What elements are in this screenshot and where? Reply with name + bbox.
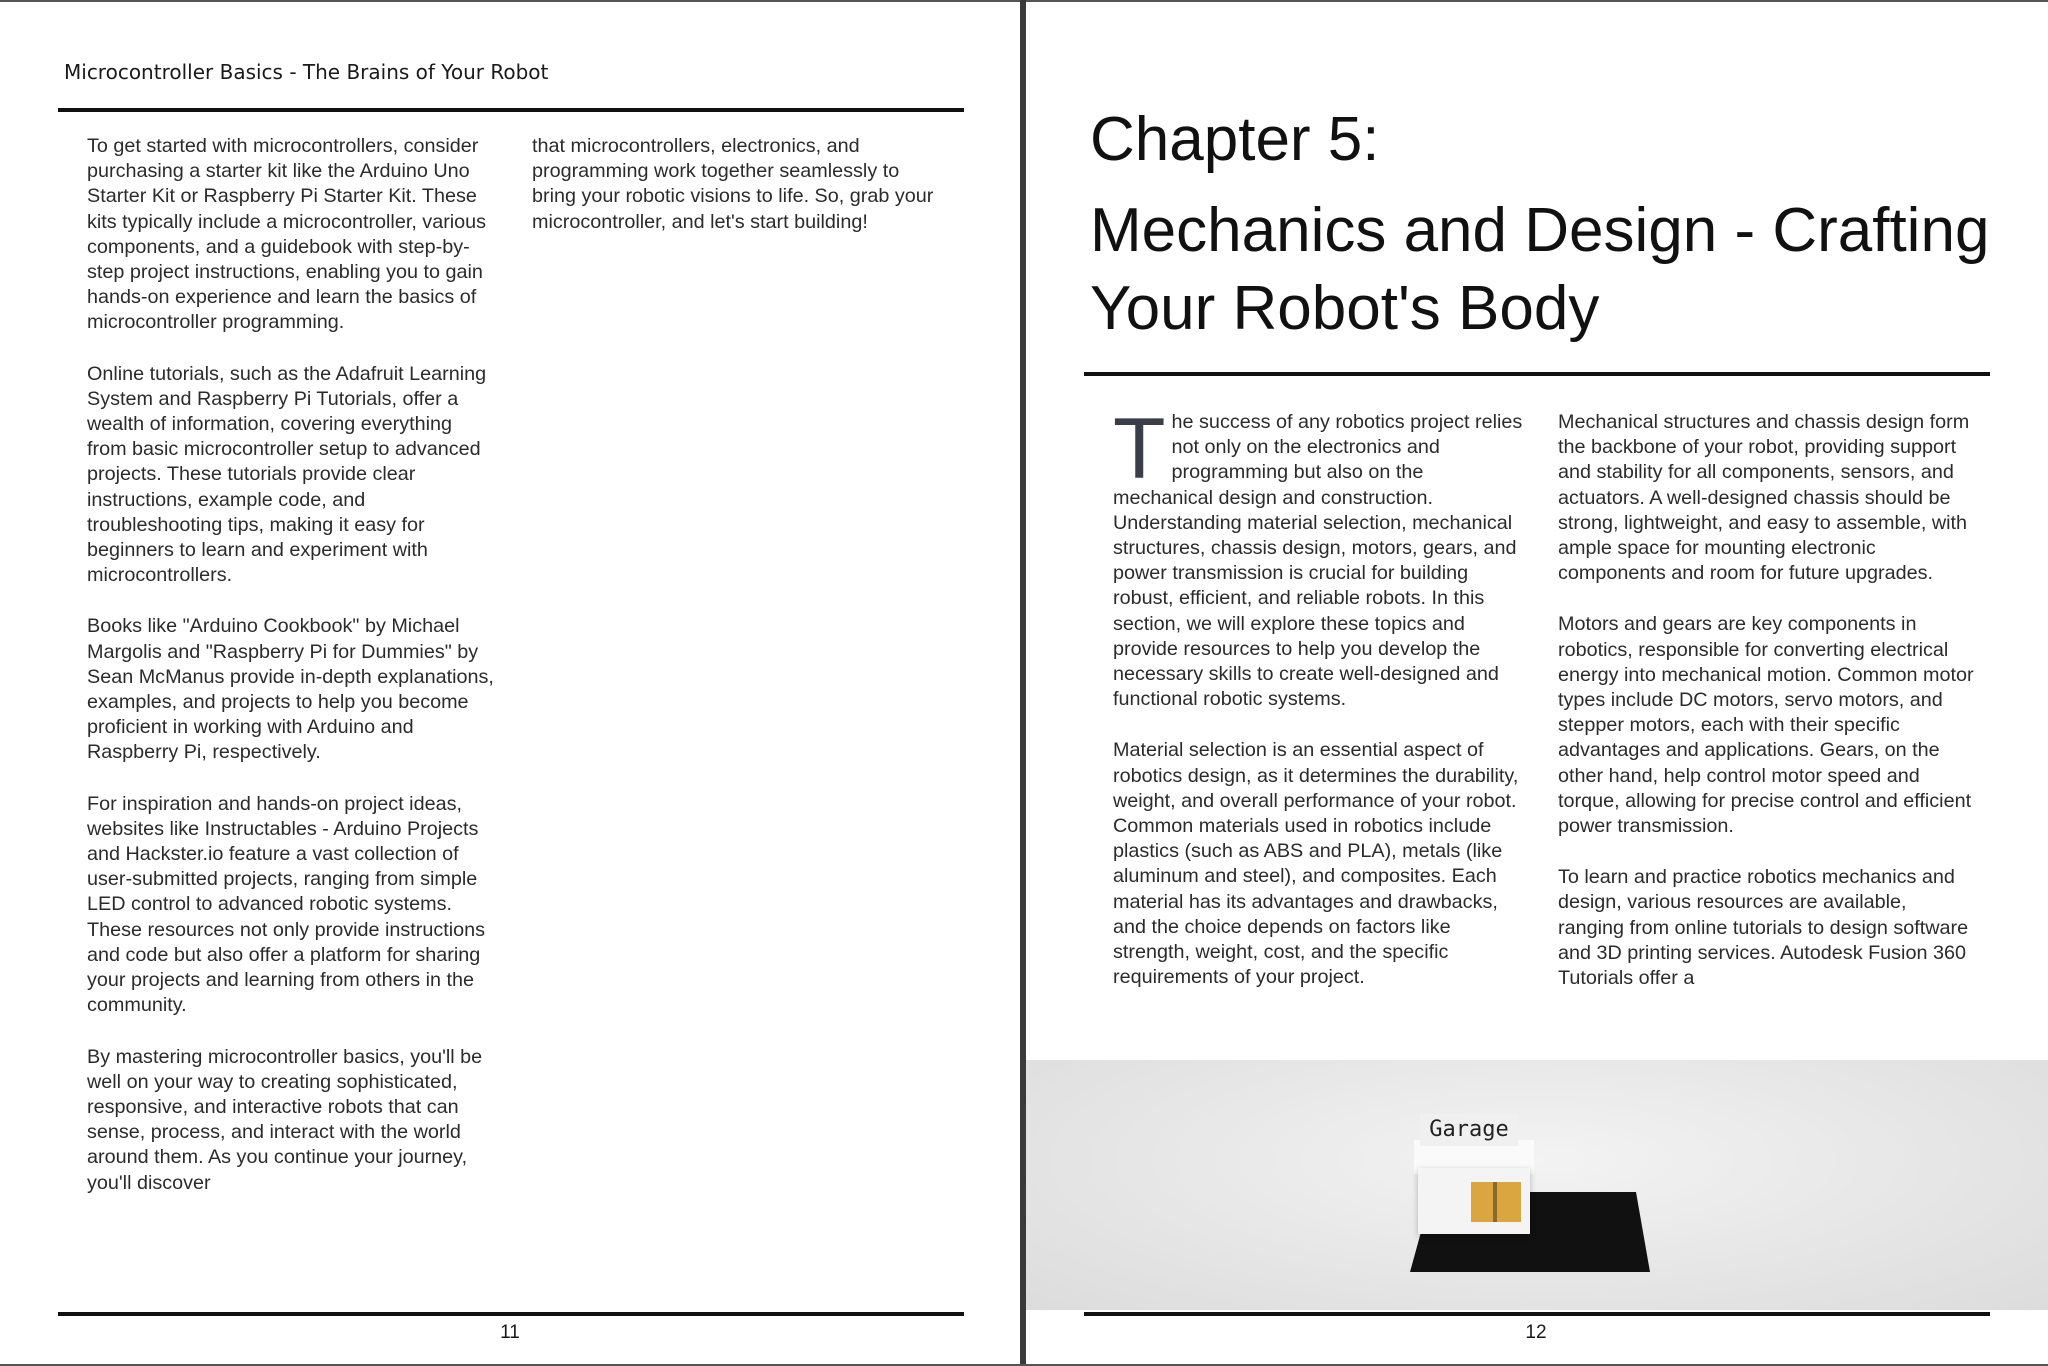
right-page — [1026, 2, 2048, 1364]
paragraph — [1113, 401, 1523, 712]
paragraph: For inspiration and hands-on project ideas, websites like Instructables - Arduino Projects and Hackster.io feature a vast collection of user-submitted projects, ranging from simple LED control to advanced robotic systems. These resources not only provide instructions and code but also offer a platform for sharing your projects and learning from others in the community. — [87, 792, 486, 1017]
running-head: Microcontroller Basics - The Brains of Your Robot — [64, 60, 549, 84]
garage-sign: Garage — [1420, 1114, 1518, 1146]
page-number: 12 — [1525, 1322, 1547, 1343]
left-column-1 — [87, 134, 497, 1222]
paragraph: Online tutorials, such as the Adafruit Learning System and Raspberry Pi Tutorials, offer a wealth of information, covering everything from basic microcontroller setup to advanced projects. These tutorials provide clear instructions, example code, and troubleshooting tips, making it easy for beginners to learn and experiment with microcontrollers. — [87, 362, 487, 587]
chapter-number: Chapter 5: — [1090, 105, 1380, 174]
left-column-2 — [532, 134, 942, 261]
paragraph: To get started with microcontrollers, consider purchasing a starter kit like the Arduino Uno Starter Kit or Raspberry Pi Starter Kit. These kits typically include a microcontroller, various components, and a guidebook with step-by-step project instructions, enabling you to gain hands-on experience and learn the basics of microcontroller programming. — [87, 135, 487, 334]
paragraph: By mastering microcontroller basics, you'll be well on your way to creating sophisticated, responsive, and interactive robots that can sense, process, and interact with the world around them. As you continue your journey, you'll discover — [87, 1045, 483, 1194]
footer-rule — [58, 1312, 964, 1316]
paragraph: Mechanical structures and chassis design form the backbone of your robot, providing support and stability for all components, sensors, and actuators. A well-designed chassis should be strong, lightweight, and easy to assemble, with ample space for mounting electronic components and room for future upgrades. — [1558, 411, 1970, 585]
left-page — [0, 2, 1020, 1364]
page-number: 11 — [500, 1322, 520, 1343]
chapter-title: Mechanics and Design - Crafting Your Robot's Body — [1090, 196, 1990, 343]
right-column-2 — [1558, 410, 1978, 1017]
paragraph-text: he success of any robotics project relies not only on the electronics and programming but also on the mechanical design and construction. Understanding material selection, mechanical structures, chassis design, motors, gears, and power transmission is crucial for building robust, efficient, and reliable robots. In this section, we will explore these topics and provide resources to help you develop the necessary skills to create well-designed and functional robotic systems. — [1113, 411, 1523, 711]
garage-door — [1471, 1182, 1521, 1222]
paragraph: To learn and practice robotics mechanics and design, various resources are available, ranging from online tutorials to design software and 3D printing services. Autodesk Fusion 360 Tutorials offer a — [1558, 866, 1969, 990]
paragraph: Material selection is an essential aspect of robotics design, as it determines the durability, weight, and overall performance of your robot. Common materials used in robotics include plastics (such as ABS and PLA), metals (like aluminum and steel), and composites. Each material has its advantages and drawbacks, and the choice depends on factors like strength, weight, cost, and the specific requirements of your project. — [1113, 739, 1519, 989]
dropcap: T — [1113, 401, 1166, 497]
garage-scene-image — [1026, 1060, 2048, 1310]
paragraph: Books like "Arduino Cookbook" by Michael Margolis and "Raspberry Pi for Dummies" by Sean McManus provide in-depth explanations, examples, and projects to help you become proficient in working with Arduino and Raspberry Pi, respectively. — [87, 615, 494, 764]
paragraph: Motors and gears are key components in robotics, responsible for converting electrical energy into mechanical motion. Common motor types include DC motors, servo motors, and stepper motors, each with their specific advantages and applications. Gears, on the other hand, help control motor speed and torque, allowing for precise control and efficient power transmission. — [1558, 613, 1974, 838]
footer-rule — [1084, 1312, 1990, 1316]
chapter-rule — [1084, 372, 1990, 376]
header-rule — [58, 108, 964, 112]
paragraph: that microcontrollers, electronics, and programming work together seamlessly to bring your robotic visions to life. So, grab your microcontroller, and let's start building! — [532, 135, 934, 233]
right-column-1 — [1113, 401, 1523, 1016]
